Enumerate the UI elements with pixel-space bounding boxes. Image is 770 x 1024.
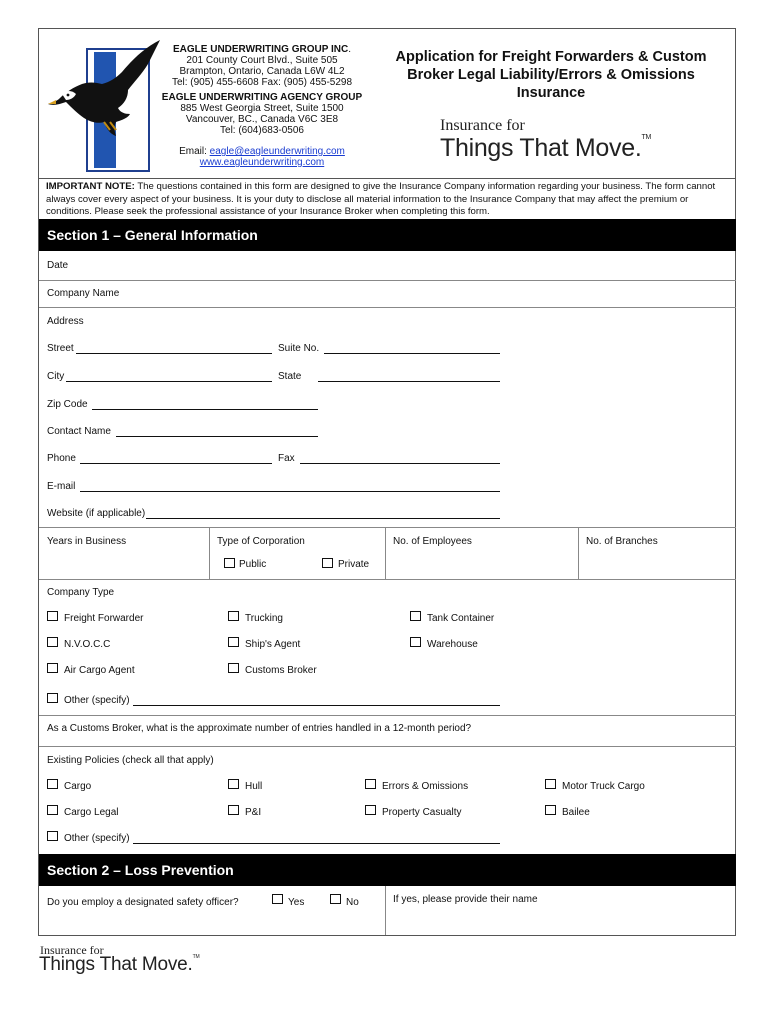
ships-agent-checkbox[interactable] [228, 637, 239, 647]
fax-label: Fax [278, 453, 295, 464]
date-label: Date [47, 260, 69, 271]
header-divider [38, 178, 736, 179]
suite-field[interactable] [324, 353, 500, 354]
website-field[interactable] [146, 518, 500, 519]
contact-label: Contact Name [47, 426, 111, 437]
footer-tagline-big [39, 954, 199, 976]
footer-tagline-text: Things That Move. [39, 954, 193, 975]
freight-forwarder-label: Freight Forwarder [64, 613, 144, 624]
customs-question: As a Customs Broker, what is the approximate number of entries handled in a 12-month period? [47, 723, 472, 734]
policies-other-label: Other (specify) [64, 833, 130, 844]
hull-label: Hull [245, 781, 263, 792]
zip-field[interactable] [92, 409, 318, 410]
row-divider [39, 579, 736, 580]
errors-omissions-label: Errors & Omissions [382, 781, 469, 792]
header-tagline-tm: TM [641, 134, 651, 141]
company-type-label: Company Type [47, 587, 115, 598]
address-label: Address [47, 316, 84, 327]
suite-label: Suite No. [278, 343, 320, 354]
city-label: City [47, 371, 65, 382]
eagle-icon [44, 38, 166, 138]
bailee-label: Bailee [562, 807, 590, 818]
trucking-checkbox[interactable] [228, 611, 239, 621]
private-label: Private [338, 559, 370, 570]
ships-agent-label: Ship's Agent [245, 639, 301, 650]
row-divider [39, 715, 736, 716]
motor-truck-cargo-checkbox[interactable] [545, 779, 556, 789]
company-other-label: Other (specify) [64, 695, 130, 706]
row-divider [39, 280, 736, 281]
freight-forwarder-checkbox[interactable] [47, 611, 58, 621]
phone-field[interactable] [80, 463, 272, 464]
p-and-i-label: P&I [245, 807, 262, 818]
header-tagline-text: Things That Move. [440, 134, 642, 162]
hull-checkbox[interactable] [228, 779, 239, 789]
col-divider [209, 527, 210, 579]
contact-field[interactable] [116, 436, 318, 437]
warehouse-checkbox[interactable] [410, 637, 421, 647]
safety-question: Do you employ a designated safety officer? [47, 897, 239, 908]
row-divider [39, 746, 736, 747]
street-field[interactable] [76, 353, 272, 354]
important-note [46, 181, 728, 219]
existing-policies-label: Existing Policies (check all that apply) [47, 755, 214, 766]
footer-tagline-small: Insurance for [40, 943, 104, 957]
email-field-label: E-mail [47, 481, 76, 492]
zip-label: Zip Code [47, 399, 88, 410]
trucking-label: Trucking [245, 613, 283, 624]
col-divider [385, 527, 386, 579]
company-info [152, 44, 372, 168]
years-label: Years in Business [47, 536, 127, 547]
email-field[interactable] [80, 491, 500, 492]
company2-phone: Tel: (604)683-0506 [220, 125, 304, 136]
street-label: Street [47, 343, 74, 354]
employees-label: No. of Employees [393, 536, 472, 547]
row-divider [39, 527, 736, 528]
header-tagline-small: Insurance for [440, 117, 525, 134]
city-field[interactable] [66, 381, 272, 382]
motor-truck-cargo-label: Motor Truck Cargo [562, 781, 645, 792]
company2-address1: 885 West Georgia Street, Suite 1500 [180, 103, 344, 114]
company1-name: EAGLE UNDERWRITING GROUP INC [173, 44, 349, 55]
col-divider [385, 886, 386, 935]
cargo-legal-label: Cargo Legal [64, 807, 119, 818]
cargo-checkbox[interactable] [47, 779, 58, 789]
important-note-text: The questions contained in this form are designed to give the Insurance Company information regarding your business. The form cannot always cover every aspect of your business. It is your duty to disclose all material information to the Insurance Company that may affect the premium or conditions. Please seek the professional assistance of your Insurance Broker when completing this form. [46, 181, 716, 217]
website-link[interactable]: www.eagleunderwriting.com [199, 157, 325, 168]
company1-address1: 201 County Court Blvd., Suite 505 [186, 55, 338, 66]
policies-other-checkbox[interactable] [47, 831, 58, 841]
private-checkbox[interactable] [322, 558, 333, 568]
tank-container-checkbox[interactable] [410, 611, 421, 621]
company1-name-suffix: . [348, 44, 351, 55]
footer-tagline-tm: TM [192, 954, 200, 960]
section2-header: Section 2 – Loss Prevention [39, 854, 736, 886]
fax-field[interactable] [300, 463, 500, 464]
property-casualty-checkbox[interactable] [365, 805, 376, 815]
public-checkbox[interactable] [224, 558, 235, 568]
air-cargo-agent-checkbox[interactable] [47, 663, 58, 673]
cargo-legal-checkbox[interactable] [47, 805, 58, 815]
safety-yes-label: Yes [288, 897, 305, 908]
air-cargo-agent-label: Air Cargo Agent [64, 665, 135, 676]
safety-no-checkbox[interactable] [330, 894, 341, 904]
company2-address2: Vancouver, BC., Canada V6C 3E8 [185, 114, 339, 125]
form-title: Application for Freight Forwarders & Custom Broker Legal Liability/Errors & Omissions Insurance [395, 49, 707, 101]
customs-broker-checkbox[interactable] [228, 663, 239, 673]
customs-broker-label: Customs Broker [245, 665, 317, 676]
property-casualty-label: Property Casualty [382, 807, 462, 818]
tank-container-label: Tank Container [427, 613, 495, 624]
safety-yes-checkbox[interactable] [272, 894, 283, 904]
p-and-i-checkbox[interactable] [228, 805, 239, 815]
nvocc-checkbox[interactable] [47, 637, 58, 647]
phone-label: Phone [47, 453, 76, 464]
header-tagline-big [440, 134, 651, 163]
cargo-label: Cargo [64, 781, 92, 792]
section1-header: Section 1 – General Information [39, 219, 736, 251]
warehouse-label: Warehouse [427, 639, 478, 650]
website-field-label: Website (if applicable) [47, 508, 146, 519]
errors-omissions-checkbox[interactable] [365, 779, 376, 789]
company1-phone-fax: Tel: (905) 455-6608 Fax: (905) 455-5298 [171, 77, 353, 88]
row-divider [39, 307, 736, 308]
state-label: State [278, 371, 302, 382]
state-field[interactable] [318, 381, 500, 382]
public-label: Public [239, 559, 267, 570]
company1-address2: Brampton, Ontario, Canada L6W 4L2 [179, 66, 345, 77]
company2-name: EAGLE UNDERWRITING AGENCY GROUP [161, 92, 363, 103]
important-note-label: IMPORTANT NOTE: [46, 181, 135, 192]
policies-other-field[interactable] [133, 843, 500, 844]
if-yes-label: If yes, please provide their name [393, 894, 538, 905]
email-label: Email: [179, 146, 210, 157]
nvocc-label: N.V.O.C.C [64, 639, 111, 650]
company-name-label: Company Name [47, 288, 120, 299]
safety-no-label: No [346, 897, 359, 908]
bailee-checkbox[interactable] [545, 805, 556, 815]
email-link[interactable]: eagle@eagleunderwriting.com [209, 146, 345, 157]
corp-type-label: Type of Corporation [217, 536, 305, 547]
branches-label: No. of Branches [586, 536, 658, 547]
company-other-checkbox[interactable] [47, 693, 58, 703]
col-divider [578, 527, 579, 579]
company-other-field[interactable] [133, 705, 500, 706]
